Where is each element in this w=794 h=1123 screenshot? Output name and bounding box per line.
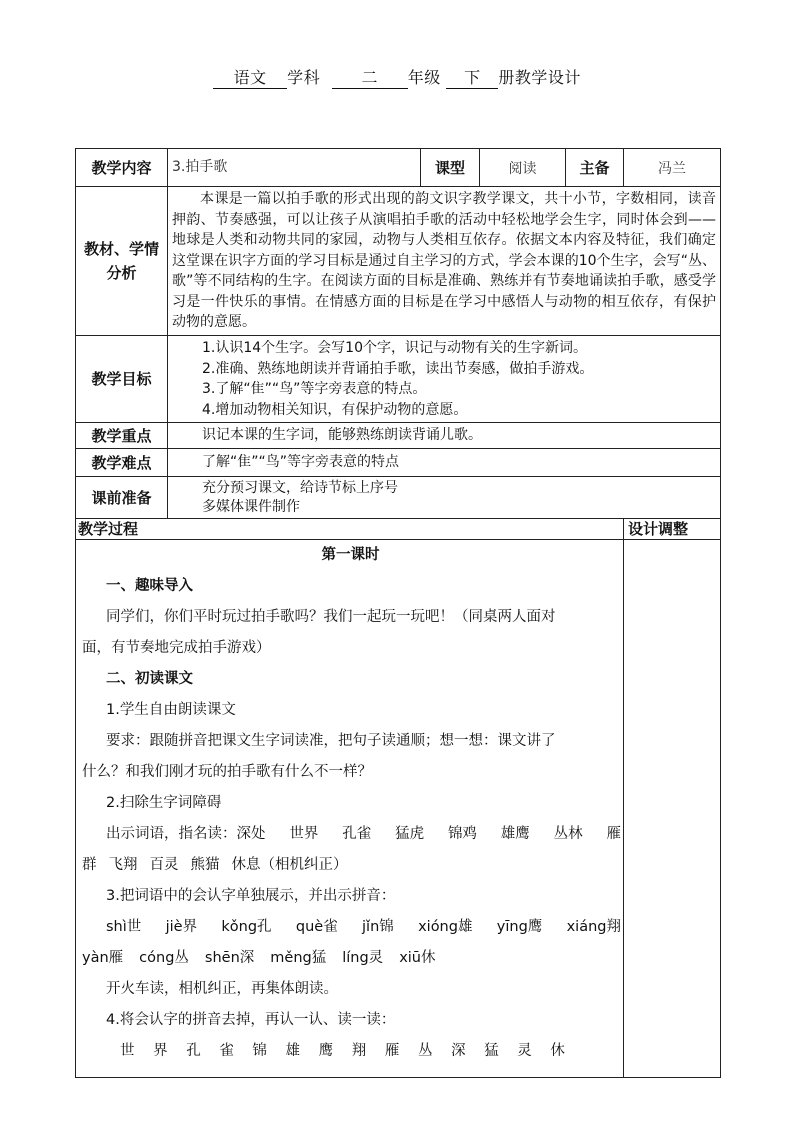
- lesson-title: 第一课时: [321, 547, 380, 563]
- analysis-label: [76, 187, 168, 336]
- type-label: 课型: [421, 149, 480, 187]
- word-list: [80, 850, 621, 881]
- pinyin-list: [80, 943, 621, 974]
- word: 百灵: [149, 857, 179, 873]
- key-points-cell: [168, 423, 721, 449]
- pinyin-word: jiè界: [165, 919, 198, 935]
- process-header-row: [76, 519, 721, 540]
- subject-field: 语文: [213, 68, 287, 89]
- lead-label: 主备: [566, 149, 624, 187]
- prep-cell: [168, 477, 721, 519]
- type-value: 阅读: [480, 149, 566, 187]
- goals-cell: [168, 336, 721, 423]
- grade-suffix: 年级: [407, 68, 441, 87]
- process-label: 教学过程: [76, 519, 624, 540]
- pinyin-word: xiáng翔: [566, 919, 621, 935]
- process-content: [76, 540, 624, 1078]
- pinyin-list: [80, 912, 621, 943]
- pinyin-word: xióng雄: [418, 919, 473, 935]
- pinyin-word: líng灵: [342, 950, 384, 966]
- paragraph-cont: 面，有节奏地完成拍手游戏）: [82, 640, 271, 656]
- goal-item: 3.了解“隹”“鸟”等字旁表意的特点。: [202, 381, 427, 397]
- step: 3.把词语中的会认字单独展示，并出示拼音：: [106, 888, 396, 904]
- prep-row: [76, 477, 721, 519]
- key-points-label: 教学重点: [76, 423, 168, 449]
- term-suffix: 册教学设计: [498, 68, 581, 87]
- pinyin-word: xiū休: [399, 950, 436, 966]
- word: 锦鸡: [447, 826, 477, 842]
- pinyin-word: yàn雁: [82, 950, 124, 966]
- difficulties-text: 了解“隹”“鸟”等字旁表意的特点: [202, 454, 400, 471]
- grade-field: 二: [332, 68, 408, 89]
- analysis-row: [76, 187, 721, 336]
- word: 丛林: [553, 826, 583, 842]
- info-row: [76, 149, 721, 187]
- pinyin-word: jǐn锦: [362, 919, 394, 935]
- analysis-label-line2: 分析: [106, 264, 137, 282]
- prep-label: 课前准备: [76, 477, 168, 519]
- goal-item: 1.认识14个生字。会写10个字，识记与动物有关的生字新词。: [202, 340, 587, 356]
- content-label: 教学内容: [76, 149, 168, 187]
- pinyin-word: měng猛: [270, 950, 327, 966]
- document-title: [0, 68, 794, 89]
- term-field: 下: [446, 68, 498, 89]
- key-points-row: [76, 423, 721, 449]
- word: 熊猫: [190, 857, 220, 873]
- paragraph: 同学们，你们平时玩过拍手歌吗？我们一起玩一玩吧！（同桌两人面对: [106, 609, 556, 625]
- prep-line: 充分预习课文，给诗节标上序号: [202, 479, 398, 496]
- subject-suffix: 学科: [287, 68, 321, 87]
- pinyin-word: kǒng孔: [221, 919, 272, 935]
- word: 群: [82, 857, 97, 873]
- difficulties-cell: [168, 449, 721, 477]
- step: 1.学生自由朗读课文: [106, 702, 236, 718]
- prep-line: 多媒体课件制作: [202, 498, 300, 515]
- difficulties-label: 教学难点: [76, 449, 168, 477]
- analysis-cell: [168, 187, 721, 336]
- word: 孔雀: [342, 826, 372, 842]
- word: 休息（相机纠正）: [231, 857, 348, 873]
- step: 2.扫除生字词障碍: [106, 795, 222, 811]
- character-list: 世 界 孔 雀 锦 雄 鹰 翔 雁 丛 深 猛 灵 休: [120, 1043, 572, 1059]
- goal-item: 2.准确、熟练地朗读并背诵拍手歌，读出节奏感，做拍手游戏。: [202, 360, 594, 377]
- paragraph: 要求：跟随拼音把课文生字词读准，把句子读通顺；想一想：课文讲了: [106, 733, 556, 749]
- pinyin-word: yīng鹰: [496, 919, 543, 935]
- word: 雄鹰: [500, 826, 530, 842]
- word: 世界: [289, 826, 319, 842]
- process-body-row: [76, 540, 721, 1078]
- word: 雁: [606, 826, 622, 842]
- section-heading: 一、趣味导入: [106, 578, 193, 594]
- word: 猛虎: [395, 826, 425, 842]
- content-value: 3.拍手歌: [168, 149, 421, 187]
- adjust-column: [624, 540, 721, 1078]
- difficulties-row: [76, 449, 721, 477]
- pinyin-word: què雀: [295, 919, 338, 935]
- goal-item: 4.增加动物相关知识，有保护动物的意愿。: [202, 401, 468, 418]
- word: 飞翔: [108, 857, 138, 873]
- pinyin-word: shēn深: [204, 950, 255, 966]
- word-list: [80, 819, 621, 850]
- paragraph-cont: 什么？和我们刚才玩的拍手歌有什么不一样？: [82, 764, 372, 780]
- adjust-label: 设计调整: [624, 519, 721, 540]
- paragraph: 开火车读，相机纠正，再集体朗读。: [106, 981, 338, 997]
- key-points-text: 识记本课的生字词，能够熟练朗读背诵儿歌。: [202, 427, 482, 444]
- goals-label: 教学目标: [76, 336, 168, 423]
- lesson-plan-table: [75, 148, 721, 1078]
- word: 出示词语，指名读：深处: [106, 826, 266, 842]
- pinyin-word: cóng丛: [139, 950, 189, 966]
- analysis-label-line1: 教材、学情: [83, 240, 159, 258]
- step: 4.将会认字的拼音去掉，再认一认、读一读：: [106, 1012, 396, 1028]
- section-heading: 二、初读课文: [106, 671, 193, 687]
- goals-row: [76, 336, 721, 423]
- lead-value: 冯兰: [624, 149, 721, 187]
- pinyin-word: shì世: [106, 919, 142, 935]
- analysis-text: 本课是一篇以拍手歌的形式出现的韵文识字教学课文，共十小节，字数相同，读音押韵、节奏感强，可以让孩子从演唱拍手歌的活动中轻松地学会生字，同时体会到——地球是人类和动物共同的家园，动物与人类相互依存。依据文本内容及特征，我们确定这堂课在识字方面的学习目标是通过自主学习的方式，学会本课的10个生字，会写“丛、歌”等不同结构的生字。在阅读方面的目标是准确、熟练并有节奏地诵读拍手歌，感受学习是一件快乐的事情。在情感方面的目标是在学习中感悟人与动物的相互依存，有保护动物的意愿。: [172, 191, 717, 331]
